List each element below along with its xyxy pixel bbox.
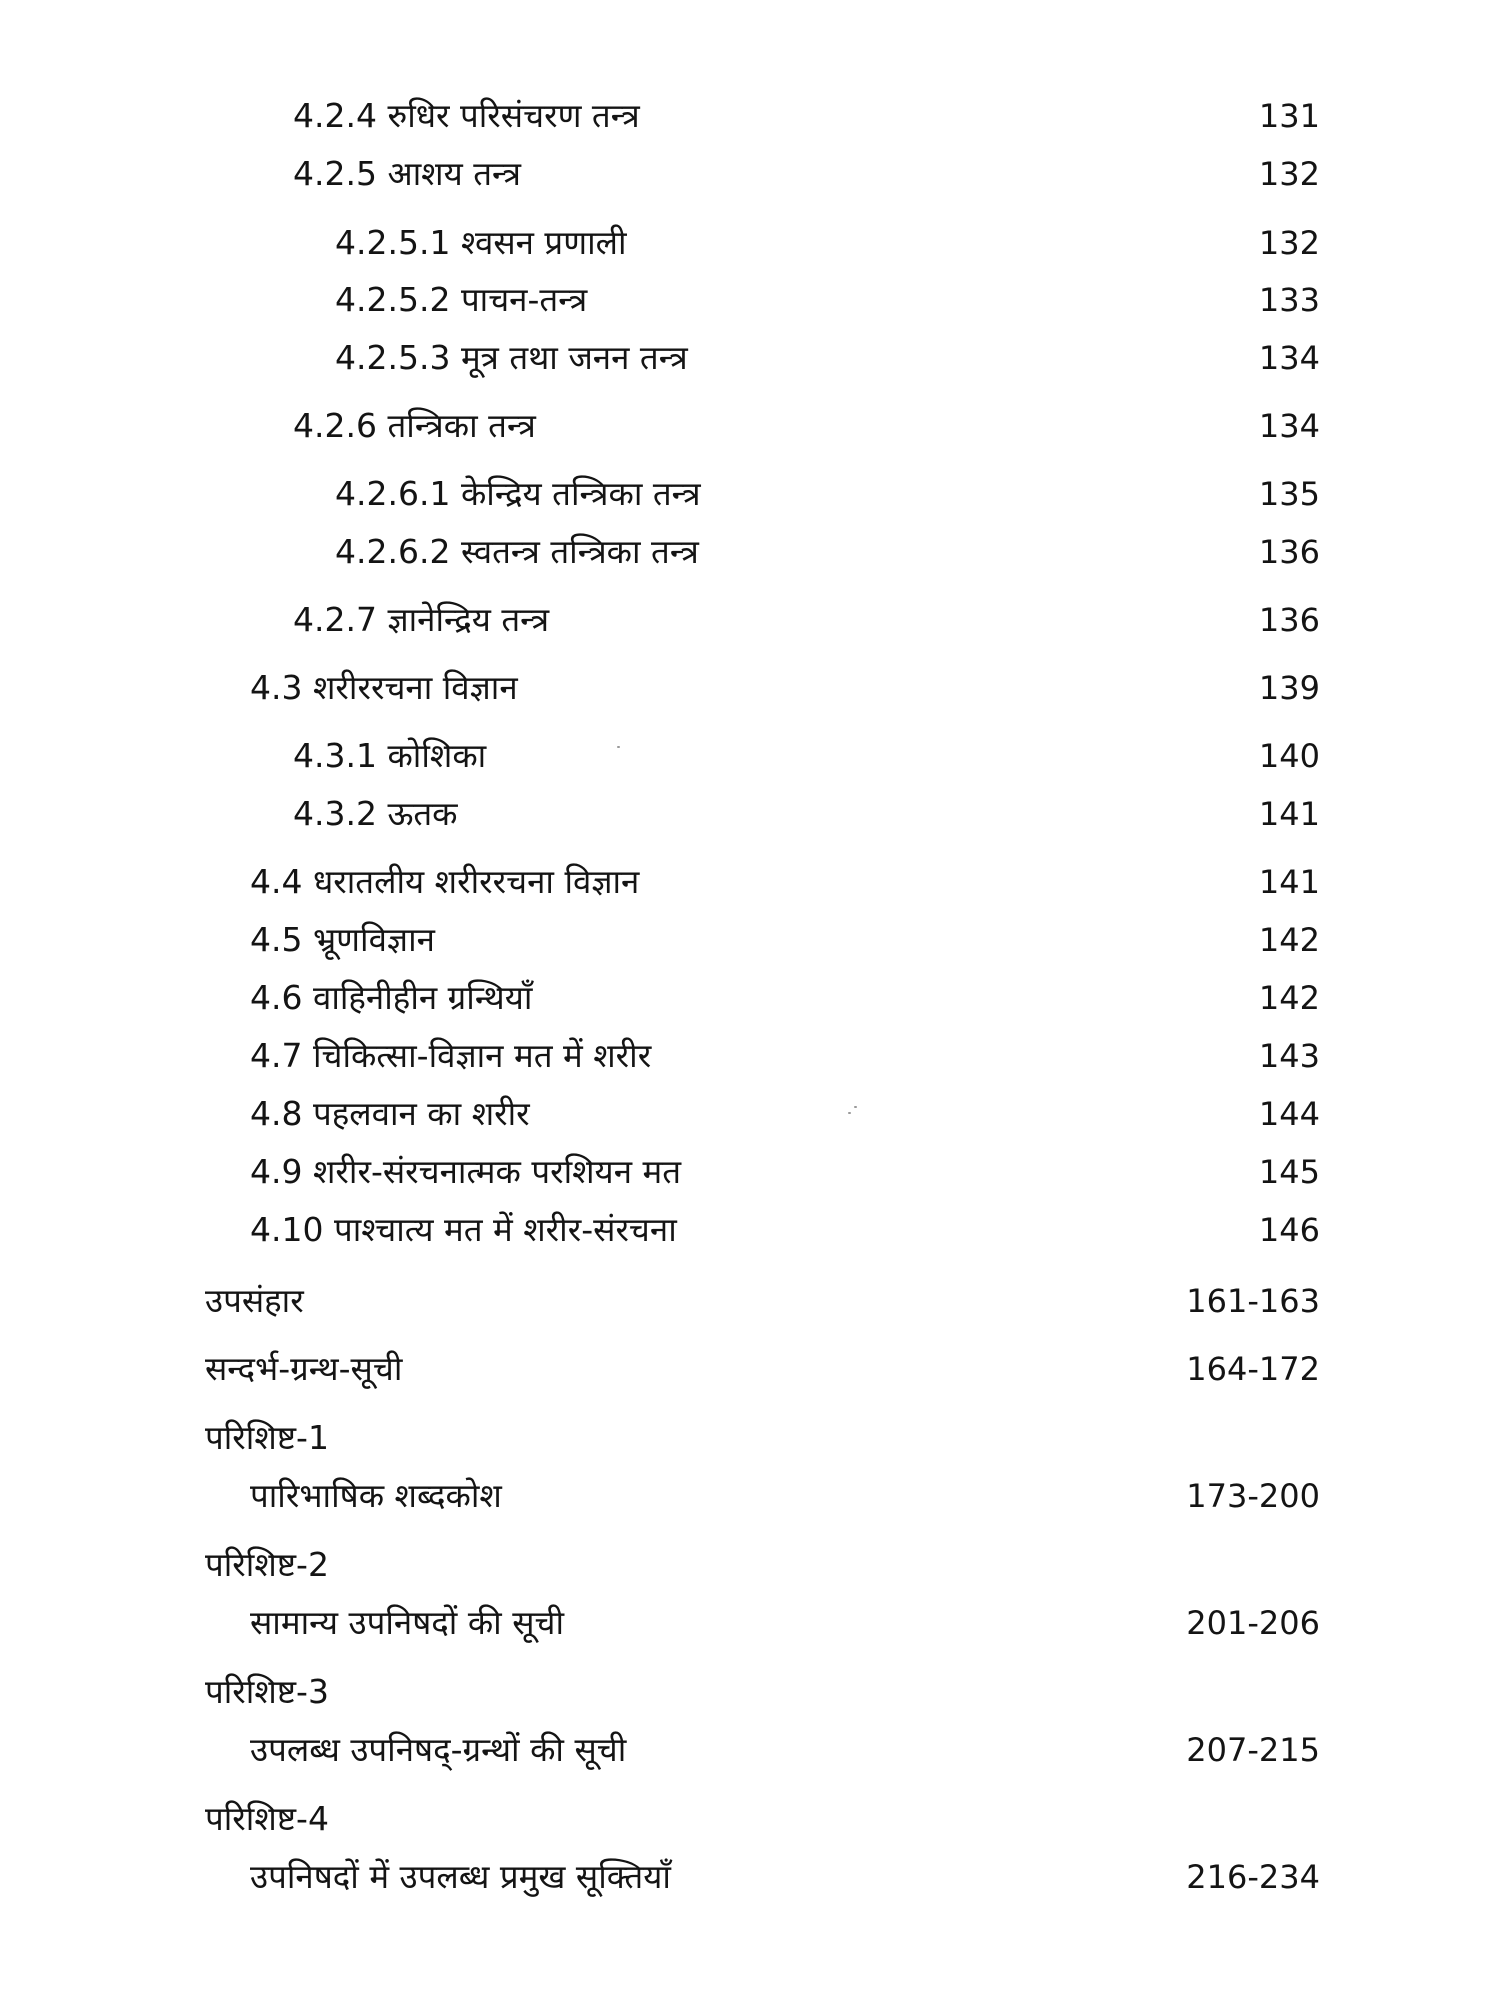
toc-entry [0, 592, 1500, 648]
toc-entry-page: 201-206 [1186, 1604, 1320, 1642]
toc-entry-title: उपसंहार [205, 1281, 304, 1320]
toc-entry-title: 4.6 वाहिनीहीन ग्रन्थियाँ [250, 978, 533, 1017]
toc-entry-title: सामान्य उपनिषदों की सूची [250, 1603, 565, 1642]
toc-entry-page: 134 [1258, 339, 1320, 377]
toc-entry-title: सन्दर्भ-ग्रन्थ-सूची [205, 1349, 403, 1388]
toc-entry-title: 4.3.2 ऊतक [293, 794, 458, 833]
toc-entry [0, 146, 1500, 202]
toc-entry [0, 1086, 1500, 1142]
toc-entry-page: 132 [1258, 224, 1320, 262]
toc-entry-title: 4.2.6.2 स्वतन्त्र तन्त्रिका तन्त्र [335, 532, 699, 571]
toc-entry [0, 786, 1500, 842]
toc-entry [0, 1595, 1500, 1651]
toc-entry [0, 1341, 1500, 1397]
toc-entry [0, 1202, 1500, 1258]
toc-entry-page: 173-200 [1186, 1477, 1320, 1515]
scan-speck [854, 1106, 857, 1108]
toc-entry [0, 330, 1500, 386]
toc-entry [0, 215, 1500, 271]
toc-entry [0, 272, 1500, 328]
toc-entry [0, 1028, 1500, 1084]
toc-entry [0, 1791, 1500, 1847]
toc-entry-page: 141 [1258, 795, 1320, 833]
toc-entry-title: 4.2.6.1 केन्द्रिय तन्त्रिका तन्त्र [335, 474, 701, 513]
toc-entry-title: 4.9 शरीर-संरचनात्मक परशियन मत [250, 1152, 682, 1191]
toc-entry-title: 4.2.5 आशय तन्त्र [293, 154, 522, 193]
toc-entry-title: 4.7 चिकित्सा-विज्ञान मत में शरीर [250, 1036, 652, 1075]
toc-entry-title: 4.5 भ्रूणविज्ञान [250, 920, 435, 959]
toc-entry [0, 1468, 1500, 1524]
toc-entry-title: 4.2.5.3 मूत्र तथा जनन तन्त्र [335, 338, 688, 377]
toc-entry-page: 161-163 [1186, 1282, 1320, 1320]
toc-entry-page: 140 [1258, 737, 1320, 775]
toc-entry-page: 134 [1258, 407, 1320, 445]
toc-entry [0, 398, 1500, 454]
toc-entry-title: परिशिष्ट-4 [205, 1799, 329, 1838]
toc-entry-page: 143 [1258, 1037, 1320, 1075]
toc-entry [0, 1849, 1500, 1905]
toc-entry-title: 4.2.4 रुधिर परिसंचरण तन्त्र [293, 96, 640, 135]
toc-entry-title: 4.3 शरीररचना विज्ञान [250, 668, 518, 707]
toc-entry-title: परिशिष्ट-2 [205, 1545, 329, 1584]
toc-entry-page: 144 [1258, 1095, 1320, 1133]
toc-entry-title: उपलब्ध उपनिषद्-ग्रन्थों की सूची [250, 1730, 627, 1769]
toc-entry-title: परिशिष्ट-1 [205, 1418, 329, 1457]
toc-entry [0, 660, 1500, 716]
toc-entry-page: 142 [1258, 921, 1320, 959]
toc-entry-page: 216-234 [1186, 1858, 1320, 1896]
toc-entry-title: पारिभाषिक शब्दकोश [250, 1476, 502, 1515]
toc-entry-title: 4.3.1 कोशिका [293, 736, 487, 775]
toc-entry [0, 524, 1500, 580]
toc-entry-title: 4.8 पहलवान का शरीर [250, 1094, 530, 1133]
toc-entry-page: 136 [1258, 601, 1320, 639]
toc-entry [0, 1722, 1500, 1778]
toc-entry-title: परिशिष्ट-3 [205, 1672, 329, 1711]
toc-entry-title: उपनिषदों में उपलब्ध प्रमुख सूक्तियाँ [250, 1857, 671, 1896]
toc-entry [0, 1537, 1500, 1593]
toc-entry [0, 88, 1500, 144]
toc-entry-page: 164-172 [1186, 1350, 1320, 1388]
scan-speck [848, 1112, 851, 1114]
toc-entry-title: 4.2.5.1 श्वसन प्रणाली [335, 223, 627, 262]
toc-entry-page: 145 [1258, 1153, 1320, 1191]
toc-entry [0, 1273, 1500, 1329]
toc-entry [0, 1664, 1500, 1720]
toc-entry-page: 136 [1258, 533, 1320, 571]
toc-entry-title: 4.2.5.2 पाचन-तन्त्र [335, 280, 588, 319]
toc-entry [0, 912, 1500, 968]
scan-speck [617, 746, 620, 748]
toc-entry-title: 4.4 धरातलीय शरीररचना विज्ञान [250, 862, 640, 901]
toc-entry [0, 1410, 1500, 1466]
toc-entry-page: 207-215 [1186, 1731, 1320, 1769]
toc-entry-title: 4.2.7 ज्ञानेन्द्रिय तन्त्र [293, 600, 550, 639]
toc-entry-page: 132 [1258, 155, 1320, 193]
toc-entry [0, 854, 1500, 910]
toc-entry-page: 135 [1258, 475, 1320, 513]
toc-entry [0, 466, 1500, 522]
toc-entry-page: 139 [1258, 669, 1320, 707]
toc-entry-page: 133 [1258, 281, 1320, 319]
toc-entry-title: 4.10 पाश्चात्य मत में शरीर-संरचना [250, 1210, 677, 1249]
toc-entry-page: 131 [1258, 97, 1320, 135]
toc-entry-page: 141 [1258, 863, 1320, 901]
toc-entry [0, 728, 1500, 784]
toc-entry-page: 142 [1258, 979, 1320, 1017]
toc-entry-page: 146 [1258, 1211, 1320, 1249]
toc-entry [0, 970, 1500, 1026]
toc-entry [0, 1144, 1500, 1200]
toc-entry-title: 4.2.6 तन्त्रिका तन्त्र [293, 406, 536, 445]
